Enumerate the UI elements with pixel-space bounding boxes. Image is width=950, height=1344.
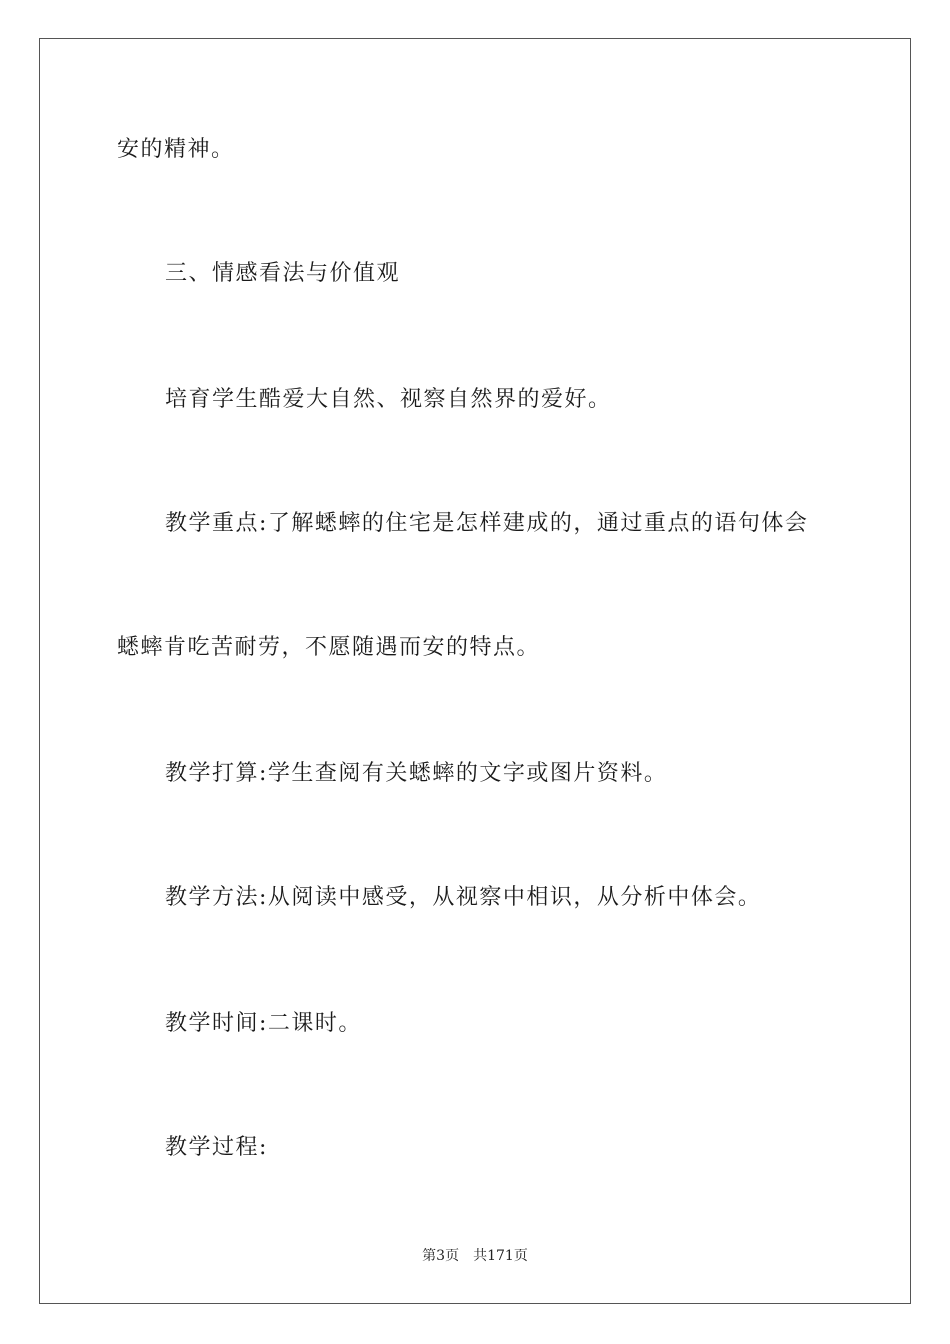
paragraph-line: 教学打算:学生查阅有关蟋蟀的文字或图片资料。 — [165, 761, 668, 786]
paragraph-line: 蟋蟀肯吃苦耐劳，不愿随遇而安的特点。 — [117, 635, 541, 660]
page-footer — [0, 1247, 950, 1265]
page-number: 第3页 — [422, 1248, 460, 1264]
paragraph-line: 教学方法:从阅读中感受，从视察中相识，从分析中体会。 — [165, 885, 762, 910]
page-border — [39, 38, 911, 1304]
paragraph-line: 教学过程: — [165, 1135, 268, 1160]
page-total: 共171页 — [473, 1248, 528, 1264]
section-heading: 三、情感看法与价值观 — [165, 261, 401, 286]
paragraph-line: 教学时间:二课时。 — [165, 1011, 362, 1036]
paragraph-line: 教学重点:了解蟋蟀的住宅是怎样建成的，通过重点的语句体会 — [165, 511, 809, 536]
paragraph-line: 培育学生酷爱大自然、视察自然界的爱好。 — [165, 387, 612, 412]
paragraph-line: 安的精神。 — [117, 137, 235, 162]
